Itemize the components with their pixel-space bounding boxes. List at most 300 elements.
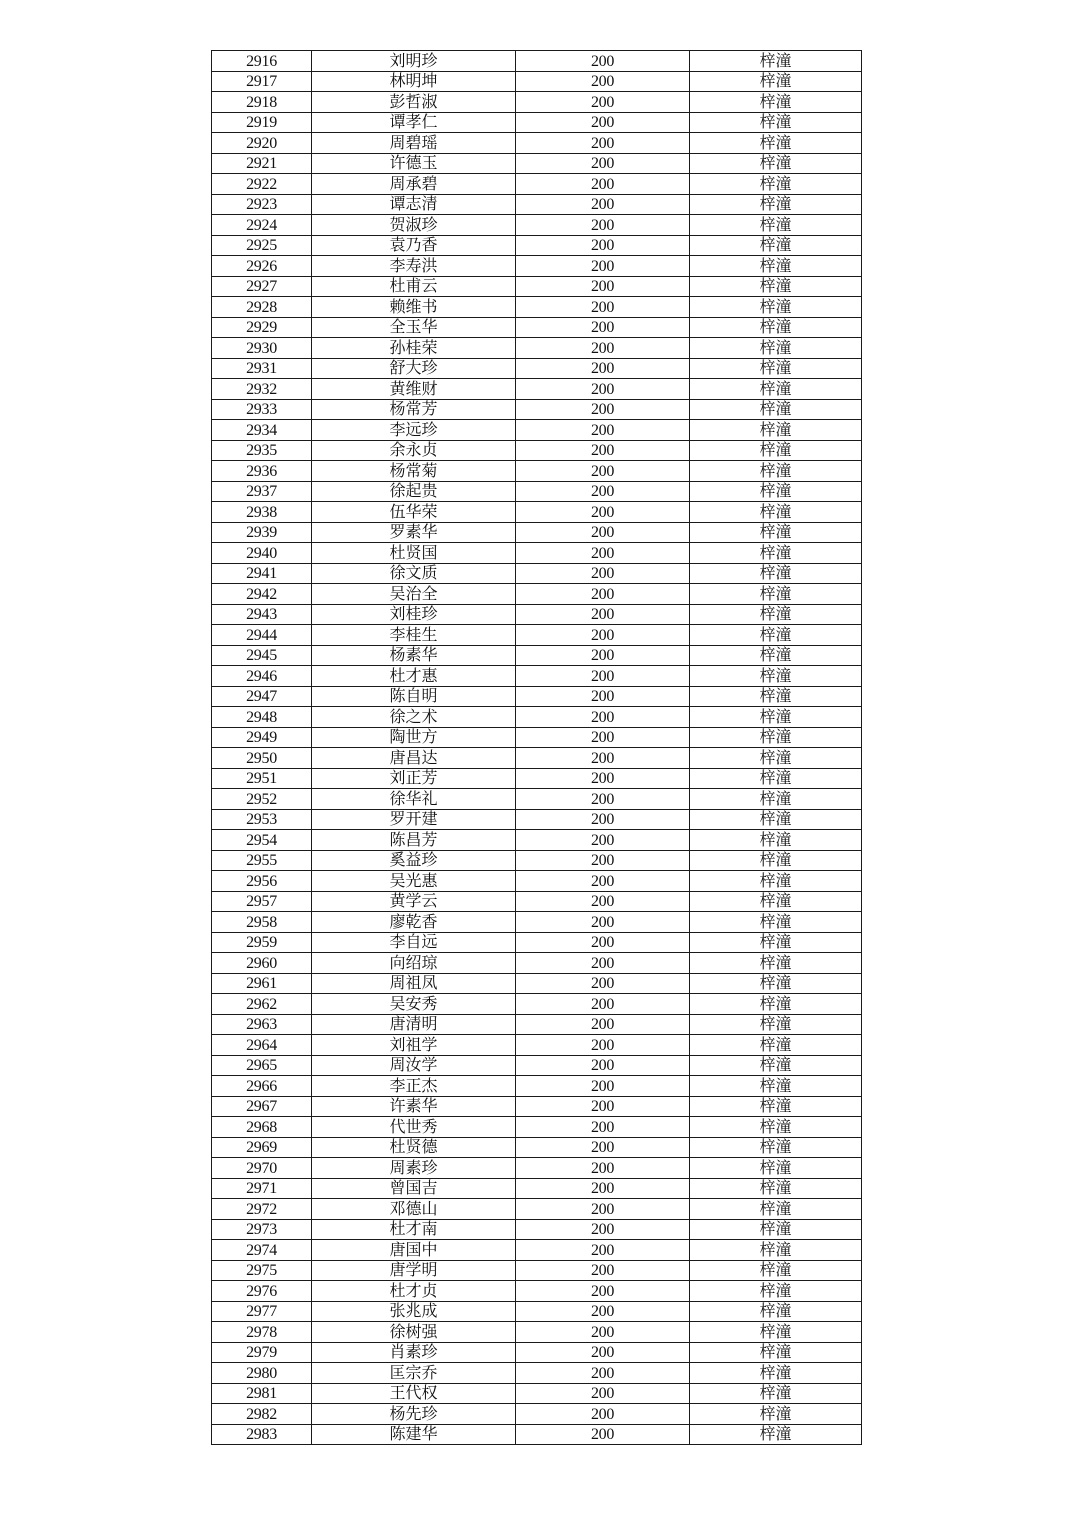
area-cell: 梓潼: [690, 1199, 862, 1220]
name-cell: 代世秀: [312, 1117, 516, 1138]
amount-cell: 200: [516, 604, 690, 625]
area-cell: 梓潼: [690, 317, 862, 338]
name-cell: 张兆成: [312, 1301, 516, 1322]
row-number-cell: 2956: [212, 871, 312, 892]
area-cell: 梓潼: [690, 51, 862, 72]
name-cell: 许素华: [312, 1096, 516, 1117]
name-cell: 李远珍: [312, 420, 516, 441]
area-cell: 梓潼: [690, 748, 862, 769]
name-cell: 袁乃香: [312, 235, 516, 256]
name-cell: 杜才贞: [312, 1281, 516, 1302]
name-cell: 杜贤德: [312, 1137, 516, 1158]
table-row: [212, 71, 862, 92]
name-cell: 周承碧: [312, 174, 516, 195]
area-cell: 梓潼: [690, 481, 862, 502]
table-row: [212, 1178, 862, 1199]
table-row: [212, 1219, 862, 1240]
area-cell: 梓潼: [690, 133, 862, 154]
row-number-cell: 2950: [212, 748, 312, 769]
name-cell: 杨常菊: [312, 461, 516, 482]
area-cell: 梓潼: [690, 461, 862, 482]
table-row: [212, 481, 862, 502]
name-cell: 周碧瑶: [312, 133, 516, 154]
amount-cell: 200: [516, 1383, 690, 1404]
area-cell: 梓潼: [690, 1260, 862, 1281]
area-cell: 梓潼: [690, 563, 862, 584]
row-number-cell: 2977: [212, 1301, 312, 1322]
amount-cell: 200: [516, 194, 690, 215]
row-number-cell: 2941: [212, 563, 312, 584]
name-cell: 徐起贵: [312, 481, 516, 502]
table-row: [212, 686, 862, 707]
table-row: [212, 338, 862, 359]
table-row: [212, 830, 862, 851]
table-row: [212, 604, 862, 625]
amount-cell: 200: [516, 112, 690, 133]
amount-cell: 200: [516, 399, 690, 420]
table-row: [212, 543, 862, 564]
amount-cell: 200: [516, 563, 690, 584]
name-cell: 陈自明: [312, 686, 516, 707]
name-cell: 全玉华: [312, 317, 516, 338]
row-number-cell: 2934: [212, 420, 312, 441]
amount-cell: 200: [516, 1404, 690, 1425]
name-cell: 向绍琼: [312, 953, 516, 974]
table-row: [212, 912, 862, 933]
table-row: [212, 215, 862, 236]
row-number-cell: 2918: [212, 92, 312, 113]
table-row: [212, 645, 862, 666]
amount-cell: 200: [516, 1260, 690, 1281]
amount-cell: 200: [516, 891, 690, 912]
row-number-cell: 2957: [212, 891, 312, 912]
area-cell: 梓潼: [690, 707, 862, 728]
table-row: [212, 1301, 862, 1322]
area-cell: 梓潼: [690, 1178, 862, 1199]
table-row: [212, 1199, 862, 1220]
table-row: [212, 563, 862, 584]
amount-cell: 200: [516, 1035, 690, 1056]
roster-table-body: [212, 51, 862, 1445]
table-row: [212, 809, 862, 830]
row-number-cell: 2951: [212, 768, 312, 789]
table-row: [212, 727, 862, 748]
row-number-cell: 2922: [212, 174, 312, 195]
name-cell: 周素珍: [312, 1158, 516, 1179]
row-number-cell: 2948: [212, 707, 312, 728]
area-cell: 梓潼: [690, 1096, 862, 1117]
amount-cell: 200: [516, 809, 690, 830]
table-row: [212, 871, 862, 892]
amount-cell: 200: [516, 932, 690, 953]
row-number-cell: 2946: [212, 666, 312, 687]
table-row: [212, 276, 862, 297]
row-number-cell: 2942: [212, 584, 312, 605]
table-row: [212, 256, 862, 277]
area-cell: 梓潼: [690, 1055, 862, 1076]
area-cell: 梓潼: [690, 625, 862, 646]
amount-cell: 200: [516, 71, 690, 92]
name-cell: 陈昌芳: [312, 830, 516, 851]
area-cell: 梓潼: [690, 1240, 862, 1261]
amount-cell: 200: [516, 645, 690, 666]
area-cell: 梓潼: [690, 604, 862, 625]
row-number-cell: 2952: [212, 789, 312, 810]
row-number-cell: 2916: [212, 51, 312, 72]
row-number-cell: 2943: [212, 604, 312, 625]
row-number-cell: 2975: [212, 1260, 312, 1281]
row-number-cell: 2969: [212, 1137, 312, 1158]
area-cell: 梓潼: [690, 297, 862, 318]
table-row: [212, 1322, 862, 1343]
area-cell: 梓潼: [690, 830, 862, 851]
area-cell: 梓潼: [690, 953, 862, 974]
area-cell: 梓潼: [690, 1219, 862, 1240]
amount-cell: 200: [516, 1281, 690, 1302]
name-cell: 彭哲淑: [312, 92, 516, 113]
area-cell: 梓潼: [690, 256, 862, 277]
row-number-cell: 2949: [212, 727, 312, 748]
area-cell: 梓潼: [690, 379, 862, 400]
table-row: [212, 1424, 862, 1445]
amount-cell: 200: [516, 1322, 690, 1343]
name-cell: 林明坤: [312, 71, 516, 92]
area-cell: 梓潼: [690, 1117, 862, 1138]
row-number-cell: 2955: [212, 850, 312, 871]
row-number-cell: 2931: [212, 358, 312, 379]
table-row: [212, 440, 862, 461]
amount-cell: 200: [516, 256, 690, 277]
area-cell: 梓潼: [690, 502, 862, 523]
area-cell: 梓潼: [690, 194, 862, 215]
name-cell: 唐国中: [312, 1240, 516, 1261]
area-cell: 梓潼: [690, 768, 862, 789]
area-cell: 梓潼: [690, 912, 862, 933]
table-row: [212, 584, 862, 605]
table-row: [212, 317, 862, 338]
table-row: [212, 194, 862, 215]
row-number-cell: 2965: [212, 1055, 312, 1076]
row-number-cell: 2917: [212, 71, 312, 92]
row-number-cell: 2919: [212, 112, 312, 133]
area-cell: 梓潼: [690, 1158, 862, 1179]
row-number-cell: 2937: [212, 481, 312, 502]
table-row: [212, 358, 862, 379]
amount-cell: 200: [516, 297, 690, 318]
name-cell: 罗开建: [312, 809, 516, 830]
table-row: [212, 748, 862, 769]
row-number-cell: 2963: [212, 1014, 312, 1035]
name-cell: 唐昌达: [312, 748, 516, 769]
area-cell: 梓潼: [690, 1383, 862, 1404]
amount-cell: 200: [516, 994, 690, 1015]
name-cell: 奚益珍: [312, 850, 516, 871]
row-number-cell: 2971: [212, 1178, 312, 1199]
amount-cell: 200: [516, 1301, 690, 1322]
name-cell: 杜甫云: [312, 276, 516, 297]
name-cell: 伍华荣: [312, 502, 516, 523]
name-cell: 吴治全: [312, 584, 516, 605]
area-cell: 梓潼: [690, 1035, 862, 1056]
amount-cell: 200: [516, 317, 690, 338]
amount-cell: 200: [516, 235, 690, 256]
roster-table: [211, 50, 862, 1445]
amount-cell: 200: [516, 481, 690, 502]
area-cell: 梓潼: [690, 789, 862, 810]
name-cell: 谭志清: [312, 194, 516, 215]
row-number-cell: 2968: [212, 1117, 312, 1138]
row-number-cell: 2928: [212, 297, 312, 318]
amount-cell: 200: [516, 133, 690, 154]
amount-cell: 200: [516, 912, 690, 933]
area-cell: 梓潼: [690, 1014, 862, 1035]
area-cell: 梓潼: [690, 932, 862, 953]
table-row: [212, 891, 862, 912]
row-number-cell: 2978: [212, 1322, 312, 1343]
amount-cell: 200: [516, 686, 690, 707]
name-cell: 王代权: [312, 1383, 516, 1404]
amount-cell: 200: [516, 953, 690, 974]
name-cell: 李寿洪: [312, 256, 516, 277]
area-cell: 梓潼: [690, 522, 862, 543]
table-row: [212, 379, 862, 400]
area-cell: 梓潼: [690, 92, 862, 113]
amount-cell: 200: [516, 707, 690, 728]
name-cell: 刘明珍: [312, 51, 516, 72]
row-number-cell: 2929: [212, 317, 312, 338]
amount-cell: 200: [516, 1178, 690, 1199]
name-cell: 陶世方: [312, 727, 516, 748]
name-cell: 邓德山: [312, 1199, 516, 1220]
row-number-cell: 2962: [212, 994, 312, 1015]
area-cell: 梓潼: [690, 1363, 862, 1384]
amount-cell: 200: [516, 748, 690, 769]
row-number-cell: 2926: [212, 256, 312, 277]
name-cell: 罗素华: [312, 522, 516, 543]
row-number-cell: 2959: [212, 932, 312, 953]
name-cell: 杨素华: [312, 645, 516, 666]
table-row: [212, 768, 862, 789]
row-number-cell: 2936: [212, 461, 312, 482]
name-cell: 吴光惠: [312, 871, 516, 892]
row-number-cell: 2964: [212, 1035, 312, 1056]
amount-cell: 200: [516, 543, 690, 564]
area-cell: 梓潼: [690, 584, 862, 605]
name-cell: 匡宗乔: [312, 1363, 516, 1384]
table-row: [212, 850, 862, 871]
area-cell: 梓潼: [690, 891, 862, 912]
name-cell: 杜贤国: [312, 543, 516, 564]
name-cell: 杜才惠: [312, 666, 516, 687]
name-cell: 曾国吉: [312, 1178, 516, 1199]
row-number-cell: 2976: [212, 1281, 312, 1302]
table-row: [212, 666, 862, 687]
name-cell: 肖素珍: [312, 1342, 516, 1363]
amount-cell: 200: [516, 440, 690, 461]
amount-cell: 200: [516, 871, 690, 892]
name-cell: 黄学云: [312, 891, 516, 912]
amount-cell: 200: [516, 358, 690, 379]
table-row: [212, 1096, 862, 1117]
row-number-cell: 2925: [212, 235, 312, 256]
row-number-cell: 2927: [212, 276, 312, 297]
row-number-cell: 2939: [212, 522, 312, 543]
table-row: [212, 1383, 862, 1404]
name-cell: 周汝学: [312, 1055, 516, 1076]
row-number-cell: 2972: [212, 1199, 312, 1220]
table-row: [212, 625, 862, 646]
name-cell: 李自远: [312, 932, 516, 953]
area-cell: 梓潼: [690, 276, 862, 297]
table-row: [212, 297, 862, 318]
table-row: [212, 1137, 862, 1158]
table-row: [212, 973, 862, 994]
row-number-cell: 2974: [212, 1240, 312, 1261]
table-row: [212, 153, 862, 174]
name-cell: 余永贞: [312, 440, 516, 461]
amount-cell: 200: [516, 338, 690, 359]
amount-cell: 200: [516, 92, 690, 113]
area-cell: 梓潼: [690, 174, 862, 195]
area-cell: 梓潼: [690, 1076, 862, 1097]
table-row: [212, 994, 862, 1015]
table-row: [212, 1055, 862, 1076]
table-row: [212, 1014, 862, 1035]
table-row: [212, 502, 862, 523]
name-cell: 徐华礼: [312, 789, 516, 810]
name-cell: 李桂生: [312, 625, 516, 646]
name-cell: 吴安秀: [312, 994, 516, 1015]
area-cell: 梓潼: [690, 645, 862, 666]
area-cell: 梓潼: [690, 358, 862, 379]
row-number-cell: 2983: [212, 1424, 312, 1445]
area-cell: 梓潼: [690, 686, 862, 707]
row-number-cell: 2981: [212, 1383, 312, 1404]
amount-cell: 200: [516, 420, 690, 441]
area-cell: 梓潼: [690, 973, 862, 994]
row-number-cell: 2960: [212, 953, 312, 974]
name-cell: 廖乾香: [312, 912, 516, 933]
name-cell: 徐文质: [312, 563, 516, 584]
row-number-cell: 2982: [212, 1404, 312, 1425]
area-cell: 梓潼: [690, 399, 862, 420]
row-number-cell: 2923: [212, 194, 312, 215]
row-number-cell: 2930: [212, 338, 312, 359]
area-cell: 梓潼: [690, 1301, 862, 1322]
table-row: [212, 51, 862, 72]
table-row: [212, 1342, 862, 1363]
name-cell: 许德玉: [312, 153, 516, 174]
table-row: [212, 789, 862, 810]
name-cell: 杨先珍: [312, 1404, 516, 1425]
name-cell: 刘祖学: [312, 1035, 516, 1056]
area-cell: 梓潼: [690, 1342, 862, 1363]
area-cell: 梓潼: [690, 1322, 862, 1343]
amount-cell: 200: [516, 461, 690, 482]
area-cell: 梓潼: [690, 235, 862, 256]
row-number-cell: 2980: [212, 1363, 312, 1384]
name-cell: 唐学明: [312, 1260, 516, 1281]
amount-cell: 200: [516, 1096, 690, 1117]
name-cell: 谭孝仁: [312, 112, 516, 133]
row-number-cell: 2954: [212, 830, 312, 851]
amount-cell: 200: [516, 502, 690, 523]
amount-cell: 200: [516, 1342, 690, 1363]
table-row: [212, 1076, 862, 1097]
name-cell: 唐清明: [312, 1014, 516, 1035]
row-number-cell: 2967: [212, 1096, 312, 1117]
table-row: [212, 1117, 862, 1138]
area-cell: 梓潼: [690, 543, 862, 564]
table-row: [212, 522, 862, 543]
row-number-cell: 2979: [212, 1342, 312, 1363]
row-number-cell: 2932: [212, 379, 312, 400]
area-cell: 梓潼: [690, 666, 862, 687]
area-cell: 梓潼: [690, 338, 862, 359]
name-cell: 徐树强: [312, 1322, 516, 1343]
amount-cell: 200: [516, 1137, 690, 1158]
area-cell: 梓潼: [690, 420, 862, 441]
amount-cell: 200: [516, 850, 690, 871]
amount-cell: 200: [516, 276, 690, 297]
row-number-cell: 2945: [212, 645, 312, 666]
row-number-cell: 2935: [212, 440, 312, 461]
amount-cell: 200: [516, 379, 690, 400]
name-cell: 刘正芳: [312, 768, 516, 789]
amount-cell: 200: [516, 1055, 690, 1076]
table-row: [212, 953, 862, 974]
name-cell: 孙桂荣: [312, 338, 516, 359]
table-row: [212, 112, 862, 133]
area-cell: 梓潼: [690, 727, 862, 748]
amount-cell: 200: [516, 1424, 690, 1445]
table-row: [212, 174, 862, 195]
name-cell: 杨常芳: [312, 399, 516, 420]
area-cell: 梓潼: [690, 1137, 862, 1158]
table-row: [212, 399, 862, 420]
table-row: [212, 420, 862, 441]
amount-cell: 200: [516, 1219, 690, 1240]
amount-cell: 200: [516, 174, 690, 195]
row-number-cell: 2940: [212, 543, 312, 564]
amount-cell: 200: [516, 1014, 690, 1035]
amount-cell: 200: [516, 215, 690, 236]
name-cell: 徐之术: [312, 707, 516, 728]
name-cell: 黄维财: [312, 379, 516, 400]
area-cell: 梓潼: [690, 440, 862, 461]
area-cell: 梓潼: [690, 153, 862, 174]
row-number-cell: 2953: [212, 809, 312, 830]
amount-cell: 200: [516, 522, 690, 543]
name-cell: 李正杰: [312, 1076, 516, 1097]
amount-cell: 200: [516, 625, 690, 646]
area-cell: 梓潼: [690, 994, 862, 1015]
row-number-cell: 2924: [212, 215, 312, 236]
table-row: [212, 1240, 862, 1261]
amount-cell: 200: [516, 153, 690, 174]
area-cell: 梓潼: [690, 871, 862, 892]
amount-cell: 200: [516, 1076, 690, 1097]
name-cell: 刘桂珍: [312, 604, 516, 625]
table-row: [212, 1363, 862, 1384]
name-cell: 赖维书: [312, 297, 516, 318]
table-row: [212, 1281, 862, 1302]
amount-cell: 200: [516, 1117, 690, 1138]
table-row: [212, 461, 862, 482]
row-number-cell: 2947: [212, 686, 312, 707]
table-row: [212, 707, 862, 728]
area-cell: 梓潼: [690, 1424, 862, 1445]
